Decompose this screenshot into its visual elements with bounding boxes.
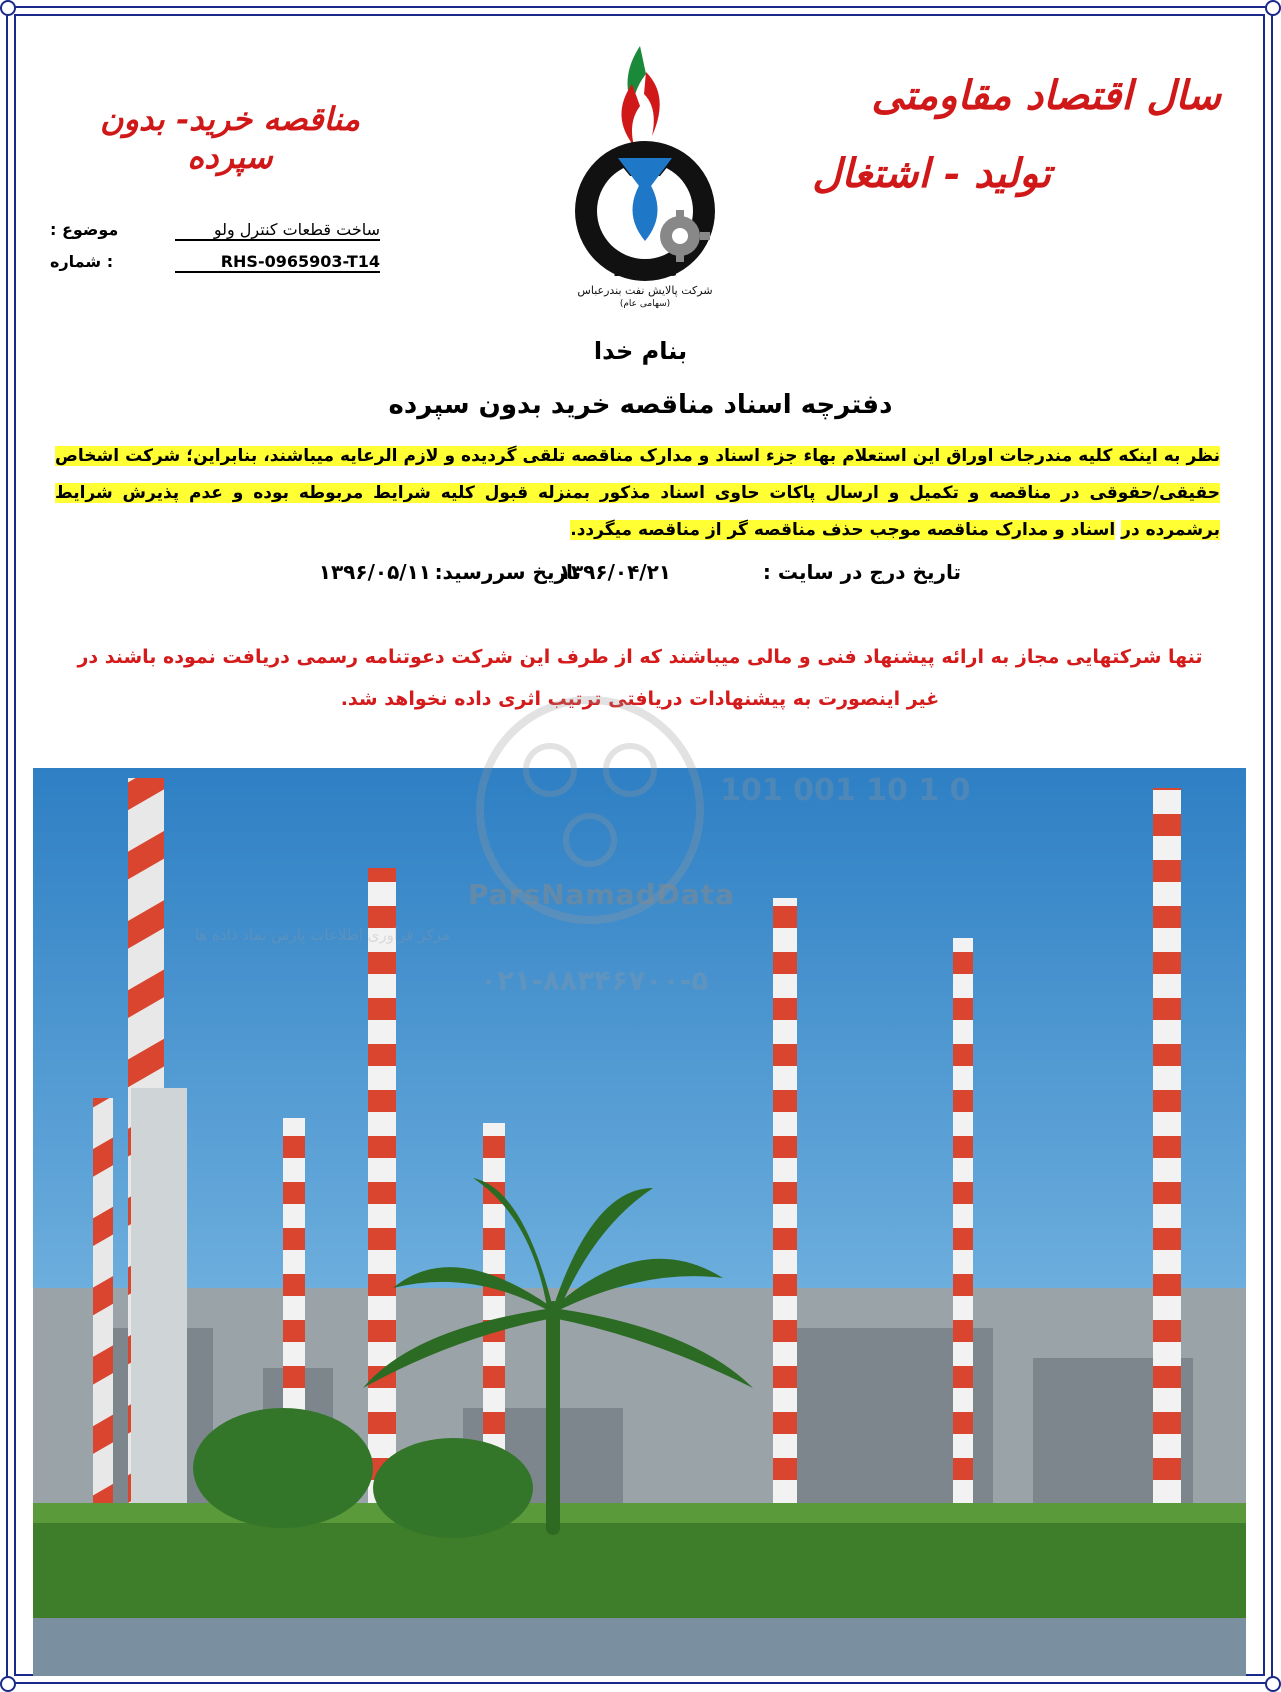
- frame-corner-ornament: [0, 1676, 16, 1692]
- number-label: : شماره: [50, 252, 114, 271]
- slogan-subtitle: تولید - اشتغال: [812, 150, 1051, 197]
- logo-company-type: (سهامی عام): [619, 299, 671, 309]
- logo-company-name: شرکت پالایش نفت بندرعباس: [577, 284, 713, 297]
- watermark-tagline: مرکز فرآوری اطلاعات پارس نماد داده ها: [194, 926, 450, 944]
- watermark-phone: ۰۲۱-۸۸۳۴۶۷۰۰-۵: [480, 964, 709, 997]
- frame-corner-ornament: [0, 0, 16, 16]
- eligibility-warning: تنها شرکتهایی مجاز به ارائه پیشنهاد فنی و مالی میباشند که از طرف این شرکت دعوتنامه رسمی دریافت نموده باشند در غیر اینصورت به پیشنهادات دریافتی ترتیب اثری داده نخواهد شد.: [77, 646, 1203, 710]
- publish-date-label: تاریخ درج در سایت :: [762, 560, 961, 584]
- logo-monogram: B.O.R.C: [613, 262, 677, 280]
- frame-corner-ornament: [1265, 0, 1281, 16]
- intro-paragraph: [55, 438, 1220, 549]
- number-value: RHS-0965903-T14: [175, 252, 380, 273]
- watermark-digits: 101 001 10 1 0: [720, 773, 971, 808]
- company-logo: [540, 36, 750, 309]
- slogan-year: سال اقتصاد مقاومتی: [871, 72, 1221, 119]
- subject-row: [50, 220, 380, 246]
- watermark-brand: ParsNamadData: [468, 878, 735, 911]
- number-row: [50, 252, 380, 278]
- watermark-logo: [194, 690, 971, 1050]
- subject-label: موضوع :: [50, 220, 119, 239]
- bismillah-heading: بنام خدا: [593, 337, 688, 365]
- intro-highlighted-text-end: اسناد و مدارک مناقصه موجب حذف مناقصه گر از مناقصه میگردد.: [570, 520, 1116, 540]
- tender-type-heading: مناقصه خرید- بدون سپرده: [99, 100, 361, 176]
- due-date: ۱۳۹۶/۰۵/۱۱: [318, 560, 431, 584]
- intro-highlighted-text: نظر به اینکه کلیه مندرجات اوراق این استعلام بهاء جزء اسناد و مدارک مناقصه تلقی گردیده و لازم الرعایه میباشند، بنابراین؛ شرکت اشخاص حقیقی/حقوقی در مناقصه و تکمیل و ارسال پاکات حاوی اسناد مذکور بمنزله قبول کلیه شرایط مربوطه بوده و عدم پذیرش شرایط برشمرده در: [55, 446, 1220, 540]
- subject-value: ساخت قطعات کنترل ولو: [175, 220, 380, 241]
- frame-corner-ornament: [1265, 1676, 1281, 1692]
- publish-date: ۱۳۹۶/۰۴/۲۱: [558, 560, 671, 584]
- document-title: دفترچه اسناد مناقصه خرید بدون سپرده: [388, 390, 893, 420]
- due-date-label: تاریخ سررسید:: [434, 560, 581, 584]
